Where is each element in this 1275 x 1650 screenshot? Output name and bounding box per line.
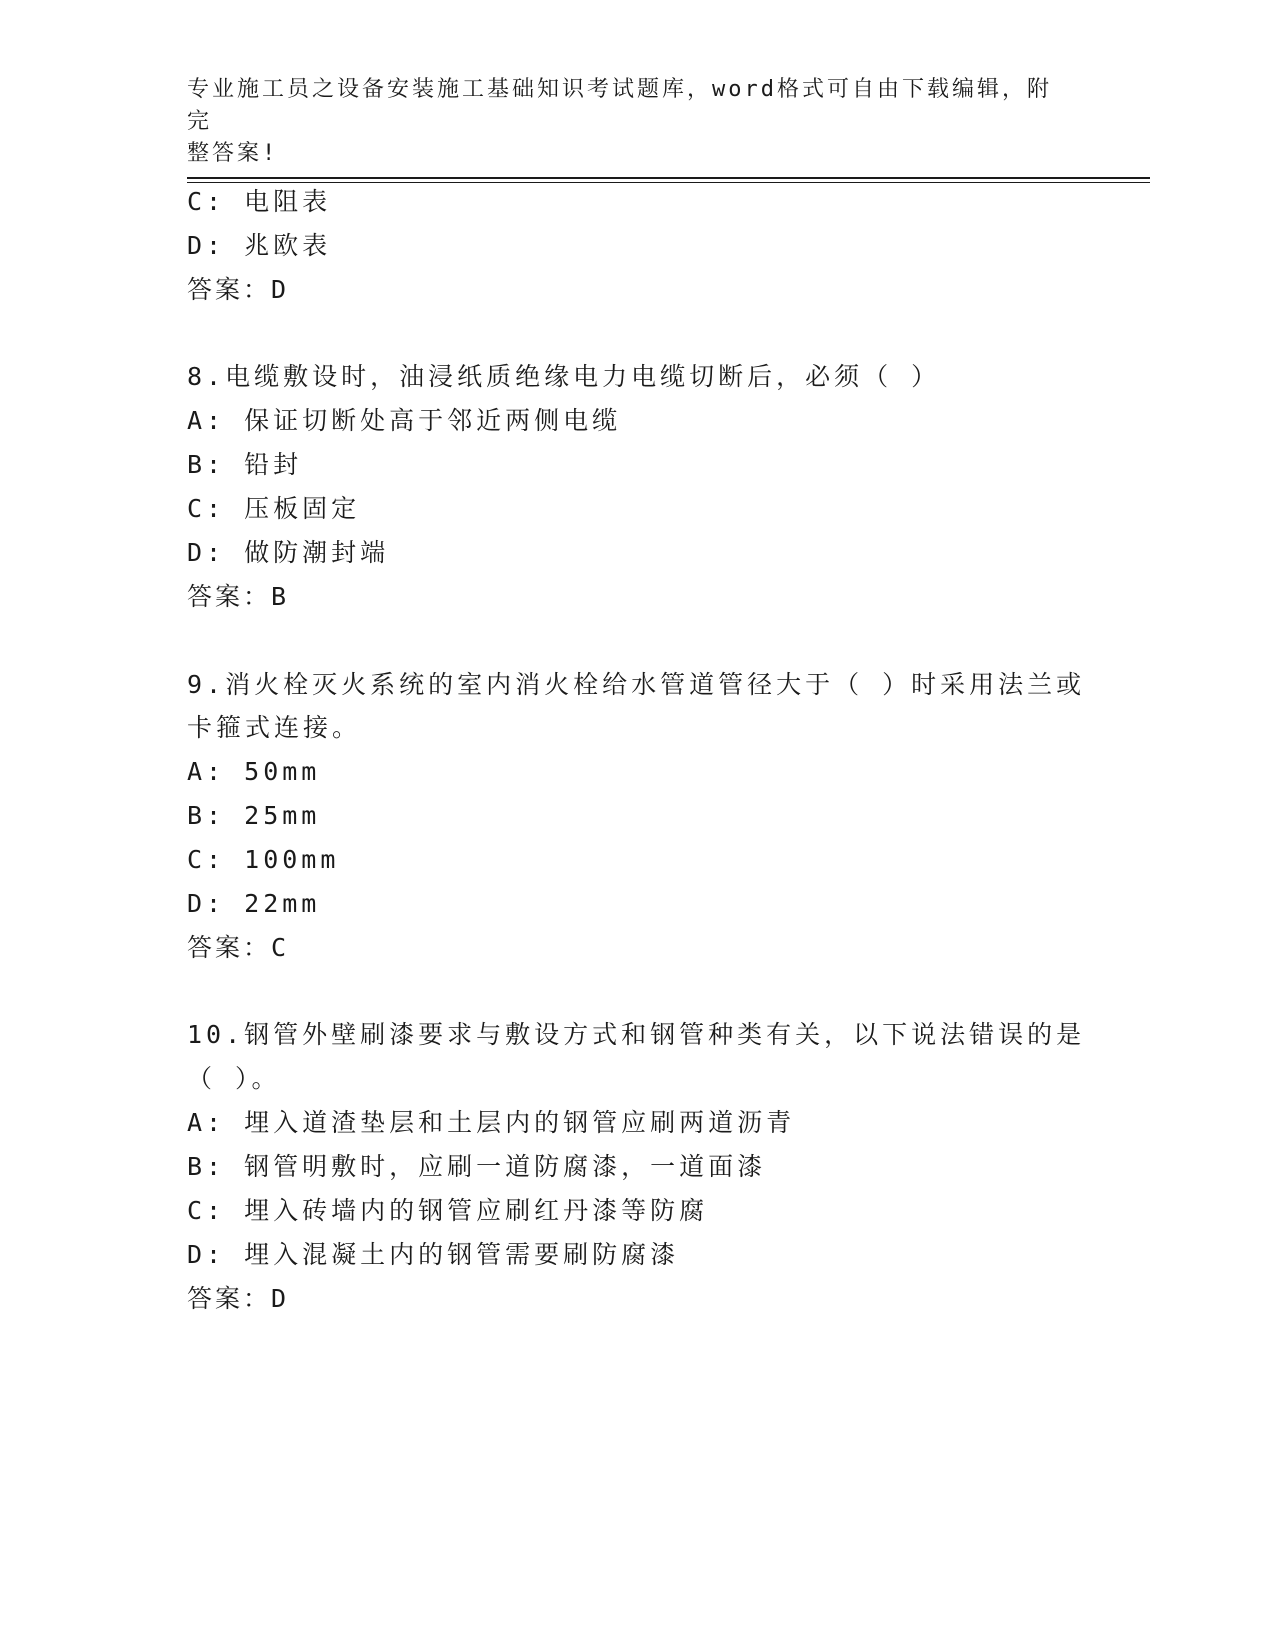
q9-stem-line-1: 9.消火栓灭火系统的室内消火栓给水管道管径大于（ ）时采用法兰或 bbox=[187, 670, 1086, 699]
document-header bbox=[187, 74, 1067, 170]
q8-stem: 8.电缆敷设时，油浸纸质绝缘电力电缆切断后，必须（ ） bbox=[187, 362, 941, 391]
header-line-2: 整答案! bbox=[187, 141, 279, 166]
q9-stem-line-2: 卡箍式连接。 bbox=[187, 713, 362, 742]
q10-stem-line-2: （ ）。 bbox=[187, 1064, 281, 1093]
q9-option-d: D: 22mm bbox=[187, 889, 321, 918]
q8-option-b: B: 铅封 bbox=[187, 450, 303, 479]
q10-option-b: B: 钢管明敷时，应刷一道防腐漆，一道面漆 bbox=[187, 1152, 767, 1181]
q8-answer: 答案：B bbox=[187, 582, 290, 611]
q8-option-a: A: 保证切断处高于邻近两侧电缆 bbox=[187, 406, 622, 435]
q10-stem-line-1: 10.钢管外壁刷漆要求与敷设方式和钢管种类有关，以下说法错误的是 bbox=[187, 1020, 1086, 1049]
q10-option-d: D: 埋入混凝土内的钢管需要刷防腐漆 bbox=[187, 1240, 680, 1269]
q9-answer: 答案：C bbox=[187, 933, 290, 962]
prev-question-answer: 答案：D bbox=[187, 275, 290, 304]
prev-question-option-c: C: 电阻表 bbox=[187, 187, 332, 216]
header-divider-thick bbox=[187, 177, 1150, 179]
q8-option-c: C: 压板固定 bbox=[187, 494, 361, 523]
prev-question-option-d: D: 兆欧表 bbox=[187, 231, 332, 260]
q9-option-a: A: 50mm bbox=[187, 757, 321, 786]
header-line-1: 专业施工员之设备安装施工基础知识考试题库，word格式可自由下载编辑，附完 bbox=[187, 77, 1052, 134]
q10-answer: 答案：D bbox=[187, 1284, 290, 1313]
q10-option-a: A: 埋入道渣垫层和土层内的钢管应刷两道沥青 bbox=[187, 1108, 796, 1137]
q8-option-d: D: 做防潮封端 bbox=[187, 538, 390, 567]
q9-option-b: B: 25mm bbox=[187, 801, 321, 830]
q9-option-c: C: 100mm bbox=[187, 845, 340, 874]
q10-option-c: C: 埋入砖墙内的钢管应刷红丹漆等防腐 bbox=[187, 1196, 709, 1225]
header-divider-thin bbox=[187, 182, 1150, 183]
